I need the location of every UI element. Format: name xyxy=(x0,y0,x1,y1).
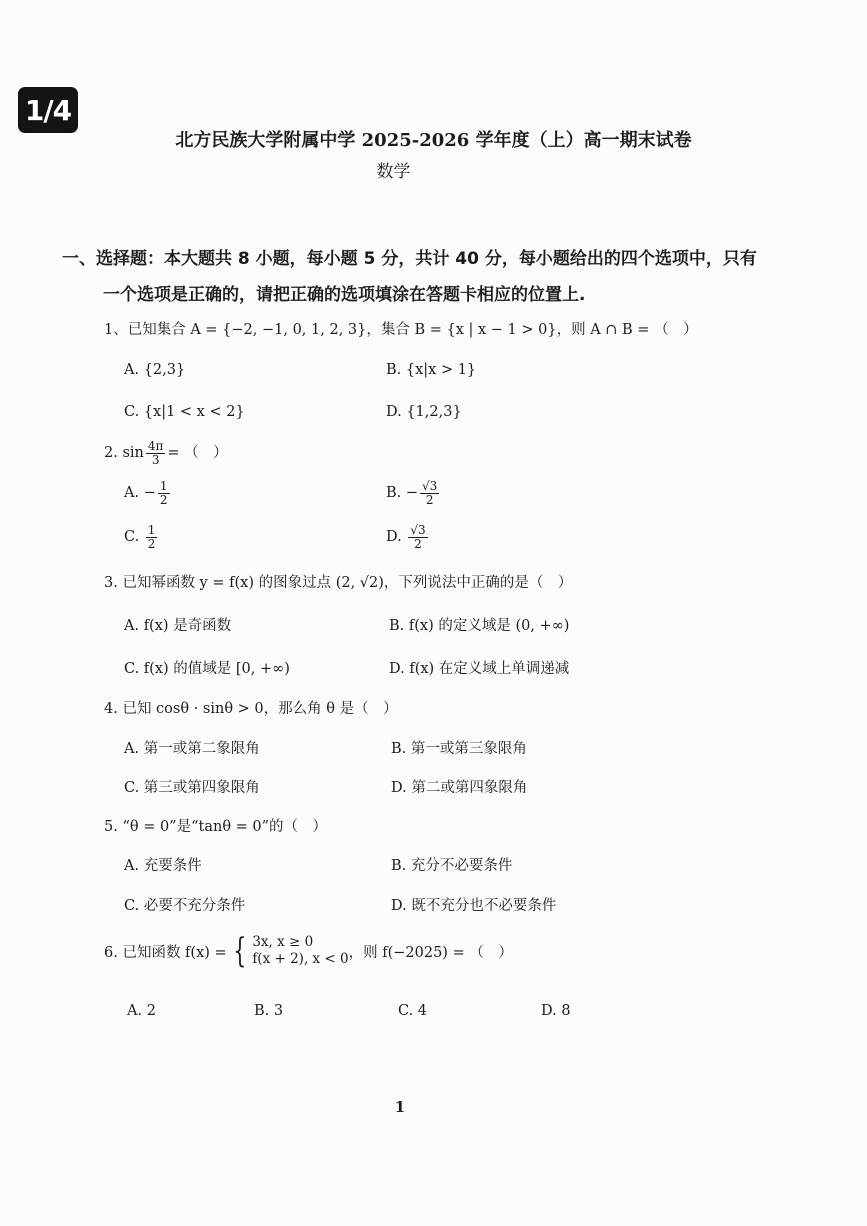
question-1-option-d: D. {1,2,3} xyxy=(386,404,462,420)
option-label: B. xyxy=(386,485,402,502)
left-brace-icon: { xyxy=(233,931,246,971)
option-fraction xyxy=(158,480,170,506)
question-3-option-c: C. f(x) 的值域是 [0, +∞) xyxy=(124,661,290,677)
question-5-option-d: D. 既不充分也不必要条件 xyxy=(391,898,557,914)
question-3-stem: 3. 已知幂函数 y = f(x) 的图象过点 (2, √2)，下列说法中正确的是（ ） xyxy=(104,575,573,591)
fraction-denominator: 2 xyxy=(414,536,422,551)
fraction-numerator: √3 xyxy=(422,479,438,493)
question-2-option-a xyxy=(124,480,172,506)
option-fraction xyxy=(420,480,439,506)
fraction-numerator: 1 xyxy=(159,479,168,493)
fraction-denominator: 3 xyxy=(151,452,160,467)
question-1-option-c: C. {x|1 < x < 2} xyxy=(124,404,245,420)
question-5-option-c: C. 必要不充分条件 xyxy=(124,898,246,914)
section-instructions-line2: 一个选项是正确的，请把正确的选项填涂在答题卡相应的位置上. xyxy=(103,285,586,305)
question-5-option-b: B. 充分不必要条件 xyxy=(391,858,513,874)
fraction-denominator: 2 xyxy=(159,492,168,507)
question-4-stem: 4. 已知 cosθ · sinθ > 0，那么角 θ 是（ ） xyxy=(104,701,398,717)
option-label: D. xyxy=(386,529,402,546)
fraction-numerator: 1 xyxy=(147,523,156,537)
section-instructions-line1: 一、选择题：本大题共 8 小题，每小题 5 分，共计 40 分，每小题给出的四个选项中，只有 xyxy=(62,249,757,269)
question-6-stem xyxy=(104,931,513,971)
fraction-numerator: √3 xyxy=(410,523,426,537)
option-fraction xyxy=(408,524,427,550)
question-3-option-b: B. f(x) 的定义域是 (0, +∞) xyxy=(389,618,570,634)
question-5-option-a: A. 充要条件 xyxy=(124,858,202,874)
piecewise-case-2: f(x + 2), x < 0 xyxy=(252,951,349,967)
question-6-option-d: D. 8 xyxy=(541,1003,571,1019)
exam-title: 北方民族大学附属中学 2025-2026 学年度（上）高一期末试卷 xyxy=(175,130,692,151)
fraction-numerator: 4π xyxy=(147,439,164,453)
question-3-option-d: D. f(x) 在定义域上单调递减 xyxy=(389,661,570,677)
question-1-stem: 1、已知集合 A = {−2, −1, 0, 1, 2, 3}，集合 B = {x | x − 1 > 0}，则 A ∩ B = （ ） xyxy=(104,322,698,338)
question-3-option-a: A. f(x) 是奇函数 xyxy=(124,618,232,634)
question-2-option-b xyxy=(386,480,441,506)
question-6-option-b: B. 3 xyxy=(254,1003,284,1019)
page-number: 1 xyxy=(394,1098,406,1116)
option-label: C. xyxy=(124,529,140,546)
question-6-prefix: 6. 已知函数 f(x) = xyxy=(104,944,227,961)
option-fraction xyxy=(146,524,158,550)
option-sign: − xyxy=(143,485,156,502)
fraction-denominator: 2 xyxy=(425,492,434,507)
question-2-suffix: = （ ） xyxy=(167,445,228,462)
question-4-option-c: C. 第三或第四象限角 xyxy=(124,780,260,796)
option-label: A. xyxy=(124,485,140,502)
piecewise-case-1: 3x, x ≥ 0 xyxy=(252,934,314,951)
exam-subject: 数学 xyxy=(376,162,411,182)
question-1-option-a: A. {2,3} xyxy=(124,362,186,378)
question-2-stem xyxy=(104,440,228,466)
option-sign: − xyxy=(405,485,419,502)
question-2-fraction xyxy=(146,440,166,466)
question-2-option-c xyxy=(124,524,159,550)
question-4-option-d: D. 第二或第四象限角 xyxy=(391,780,528,796)
question-2-option-d xyxy=(386,524,430,550)
question-1-option-b: B. {x|x > 1} xyxy=(386,362,477,378)
question-4-option-a: A. 第一或第二象限角 xyxy=(124,741,260,757)
page-counter-badge: 1/4 xyxy=(18,87,78,133)
piecewise-expression xyxy=(104,931,513,971)
question-4-option-b: B. 第一或第三象限角 xyxy=(391,741,527,757)
question-6-suffix: ，则 f(−2025) = （ ） xyxy=(348,944,513,961)
question-2-prefix: 2. sin xyxy=(104,445,144,462)
question-5-stem: 5. “θ = 0”是“tanθ = 0”的（ ） xyxy=(104,819,328,835)
piecewise-cases xyxy=(252,934,348,968)
question-6-option-c: C. 4 xyxy=(398,1003,428,1019)
question-6-option-a: A. 2 xyxy=(127,1003,156,1019)
fraction-denominator: 2 xyxy=(147,536,156,551)
